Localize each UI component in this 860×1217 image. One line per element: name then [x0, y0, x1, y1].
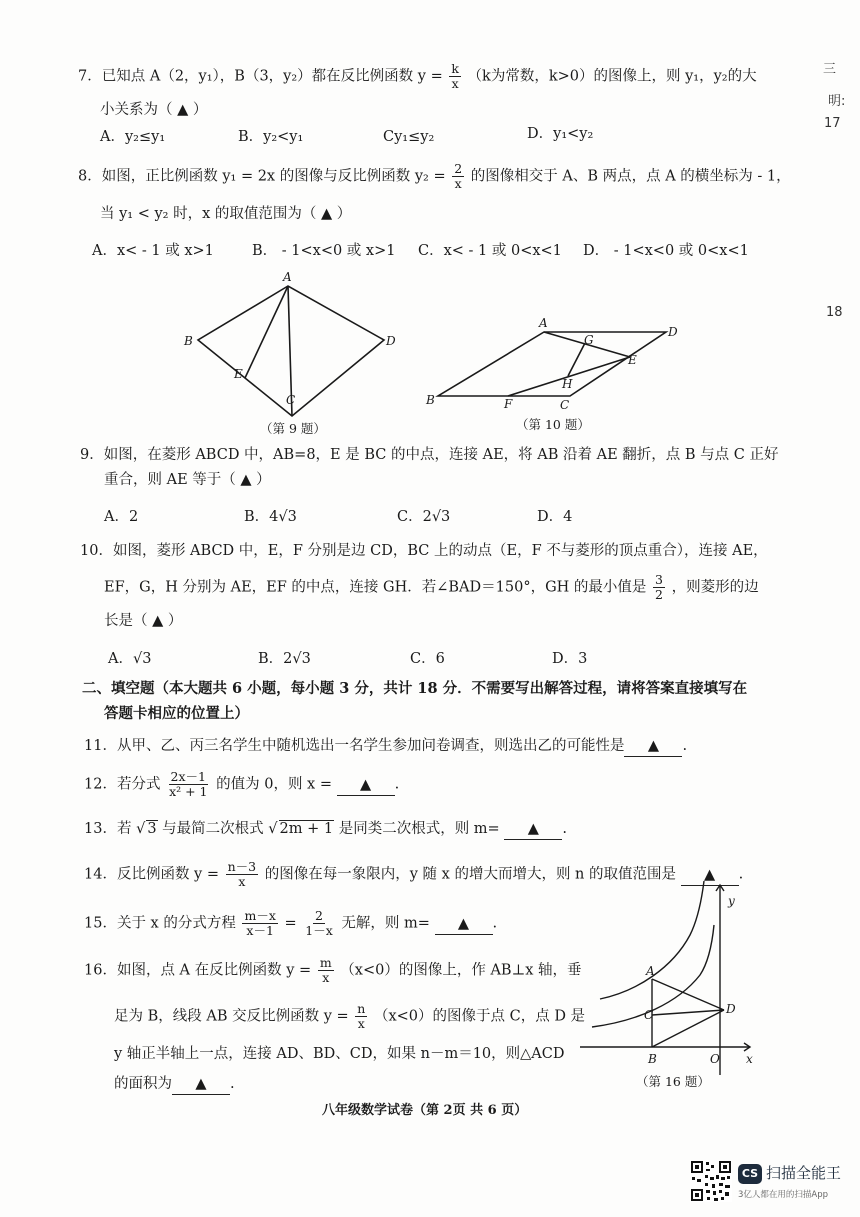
q10-line1: 10．如图，菱形 ABCD 中，E，F 分别是边 CD，BC 上的动点（E，F 不与菱形的顶点重合），连接 AE，	[80, 543, 768, 559]
q15-fraction-2: $\frac{2}{1-x}$	[305, 908, 333, 938]
q8-option-a: A．x< - 1 或 x>1	[92, 243, 214, 259]
q8-line1: 8．如图，正比例函数 y₁ = 2x 的图像与反比例函数 y₂ = $\frac{2}{x}$ 的图像相交于 A、B 两点，点 A 的横坐标为 - 1，	[78, 161, 791, 191]
q15-answer-blank: ▲	[435, 914, 493, 935]
section-2-heading: 二、填空题（本大题共 6 小题，每小题 3 分，共计 18 分．不需要写出解答过程，请将答案直接填写在	[82, 680, 748, 697]
edge-fragment-top: 三	[823, 62, 837, 77]
fig10-label-g: G	[584, 333, 594, 347]
figure-16-graph	[578, 875, 758, 1090]
scanner-watermark	[690, 1160, 855, 1205]
q8-fraction: $\frac{2}{x}$	[454, 161, 463, 191]
q16-line4: 的面积为 ▲ .	[114, 1074, 235, 1095]
q16-fraction-2: $\frac{n}{x}$	[357, 1001, 366, 1031]
q15-fraction-1: $\frac{m-x}{x-1}$	[244, 908, 276, 938]
fig9-label-b: B	[184, 334, 193, 348]
q13-answer-blank: ▲	[504, 819, 562, 840]
fig9-label-c: C	[286, 393, 296, 407]
fig16-label-y: y	[728, 894, 735, 908]
q14-answer-blank: ▲	[681, 865, 739, 886]
q16-line3: y 轴正半轴上一点，连接 AD、BD、CD，如果 n－m＝10，则△ACD	[114, 1046, 565, 1062]
fig10-label-b: B	[426, 393, 435, 407]
fig16-label-o: O	[710, 1052, 720, 1066]
q14-line: 14．反比例函数 y = $\frac{n-3}{x}$ 的图像在每一象限内，y 随 x 的增大而增大，则 n 的取值范围是 ▲ .	[84, 859, 744, 889]
fig16-label-a: A	[646, 964, 655, 978]
fig10-label-h: H	[562, 377, 573, 391]
figure-10-rhombus	[420, 312, 690, 412]
q10-option-a: A．√3	[108, 651, 152, 667]
fig16-label-b: B	[648, 1052, 657, 1066]
q7-line1	[78, 62, 757, 91]
figure-10-caption: （第 10 题）	[516, 417, 590, 432]
q12-fraction: $\frac{2x-1}{\text{x² + 1}}$	[169, 769, 208, 799]
q16-answer-blank: ▲	[172, 1074, 230, 1095]
edge-fragment-mid: 明:	[828, 94, 846, 109]
q11-line: 11．从甲、乙、丙三名学生中随机选出一名学生参加问卷调查，则选出乙的可能性是 ▲ .	[84, 736, 687, 757]
q16-line1: 16．如图，点 A 在反比例函数 y = $\frac{m}{x}$ （x<0）的图像上，作 AB⊥x 轴，垂	[84, 955, 582, 985]
q9-option-a: A．2	[104, 509, 139, 525]
fig10-label-d: D	[668, 325, 678, 339]
figure-16-caption: （第 16 题）	[636, 1074, 710, 1089]
section-2-heading-cont: 答题卡相应的位置上）	[104, 705, 249, 722]
q8-option-b: B． - 1<x<0 或 x>1	[252, 243, 396, 259]
page-footer: 八年级数学试卷（第 2页 共 6 页）	[322, 1103, 528, 1118]
q7-option-c: Cy₁≤y₂	[383, 129, 435, 145]
fig9-label-a: A	[283, 270, 292, 284]
q7-option-b: B．y₂<y₁	[238, 129, 304, 145]
fig16-label-x: x	[746, 1052, 753, 1066]
fig10-label-f: F	[504, 397, 513, 411]
q9-option-d: D．4	[537, 509, 573, 525]
camscanner-logo-icon: CS	[738, 1164, 762, 1184]
q13-radical-1: 3	[147, 821, 157, 837]
q10-option-b: B．2√3	[258, 651, 311, 667]
fig9-label-e: E	[234, 367, 243, 381]
q10-line3: 长是（ ▲ ）	[104, 613, 183, 629]
q13-line: 13．若 √ 3 与最简二次根式 √ 2m + 1 是同类二次根式，则 m= ▲ .	[84, 819, 567, 840]
edge-fragment-18: 18	[826, 305, 843, 320]
fig10-label-c: C	[560, 398, 570, 412]
q13-radical-2: 2m + 1	[279, 821, 334, 837]
edge-fragment-17: 17	[824, 116, 841, 131]
figure-9-caption: （第 9 题）	[260, 421, 326, 436]
q7-option-d: D．y₁<y₂	[527, 126, 594, 142]
q11-answer-blank: ▲	[624, 736, 682, 757]
q16-fraction-1: $\frac{m}{x}$	[319, 955, 332, 985]
q10-fraction: $\frac{3}{2}$	[655, 572, 663, 602]
q9-option-b: B．4√3	[244, 509, 297, 525]
q12-answer-blank: ▲	[337, 775, 395, 796]
q9-line1: 9．如图，在菱形 ABCD 中，AB=8，E 是 BC 的中点，连接 AE，将 AB 沿着 AE 翻折，点 B 与点 C 正好	[80, 447, 779, 463]
q9-line2: 重合，则 AE 等于（ ▲ ）	[104, 472, 271, 488]
q7-text-a: 7．已知点	[78, 68, 146, 85]
q7-fraction: $\frac{k}{x}$	[451, 61, 459, 91]
scanner-title: 扫描全能王	[766, 1164, 842, 1182]
fig10-label-e: E	[628, 353, 637, 367]
q10-option-d: D．3	[552, 651, 588, 667]
q7-line2: 小关系为（ ▲ ）	[100, 102, 208, 118]
q15-line: 15．关于 x 的分式方程 $\frac{m-x}{x-1}$ = $\frac{2}{1-x}$ 无解，则 m= ▲ .	[84, 908, 498, 938]
q14-fraction: $\frac{n-3}{x}$	[227, 859, 257, 889]
q10-option-c: C．6	[410, 651, 445, 667]
fig16-label-c: C	[644, 1008, 654, 1022]
qr-code-icon	[690, 1160, 732, 1202]
fig10-label-a: A	[539, 316, 548, 330]
figure-9-rhombus	[170, 268, 410, 438]
q8-option-c: C．x< - 1 或 0<x<1	[418, 243, 562, 259]
q8-option-d: D． - 1<x<0 或 0<x<1	[583, 243, 749, 259]
q16-line2: 足为 B，线段 AB 交反比例函数 y = $\frac{n}{x}$ （x<0）的图像于点 C，点 D 是	[114, 1001, 586, 1031]
q8-line2: 当 y₁ < y₂ 时，x 的取值范围为（ ▲ ）	[100, 206, 352, 222]
q9-option-c: C．2√3	[397, 509, 451, 525]
q12-line: 12．若分式 $\frac{2x-1}{\text{x² + 1}}$ 的值为 0，则 x = ▲ .	[84, 769, 400, 799]
q7-text-b: A（2，y₁），B（3，y₂）都在反比例函数	[149, 68, 414, 85]
q7-text-c: （k为常数，k>0）的图像上，则 y₁，y₂的大	[467, 68, 757, 85]
fig9-label-d: D	[386, 334, 396, 348]
scanner-subtitle: 3亿人都在用的扫描App	[738, 1190, 829, 1200]
q10-line2: EF，G，H 分别为 AE，EF 的中点，连接 GH．若∠BAD＝150°，GH 的最小值是 $\frac{3}{2}$ ，则菱形的边	[104, 572, 759, 602]
q7-option-a: A．y₂≤y₁	[100, 129, 166, 145]
q7-func: y =	[417, 68, 443, 85]
fig16-label-d: D	[726, 1002, 736, 1016]
